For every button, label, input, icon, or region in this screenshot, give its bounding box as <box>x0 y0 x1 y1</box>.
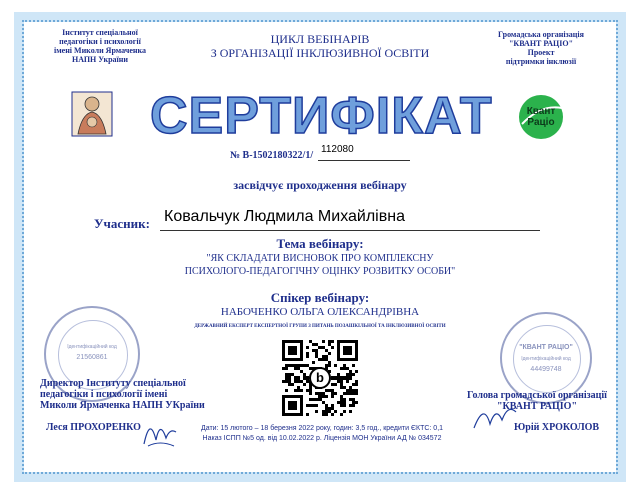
right-seal-code-label: Ідентифікаційний код <box>521 356 571 362</box>
webinar-series-header <box>190 32 450 60</box>
left-org-line1: Інститут спеціальної <box>62 28 138 37</box>
institute-logo <box>70 90 114 138</box>
right-signer-line2: "КВАНТ РАЦІО" <box>496 401 578 412</box>
confirms-text: засвідчує проходження вебінару <box>233 178 407 192</box>
left-signer-line2: педагогіки і психології імені <box>40 389 168 400</box>
participant-label: Учасник: <box>94 216 150 231</box>
left-org <box>44 28 156 64</box>
left-signer-title <box>40 378 250 411</box>
certificate-number-prefix: № В-1502180322/1/ <box>230 150 314 161</box>
right-org-line3: Проект <box>527 48 555 57</box>
left-signer-line3: Миколи Ярмаченка НАПН УКраїни <box>40 400 205 411</box>
left-seal-code: 21560861 <box>76 354 108 361</box>
footer-line1: Дати: 15 лютого – 18 березня 2022 року, годин: 3,5 год., кредити ЄКТС: 0,1 <box>200 425 444 432</box>
certificate-number-value: 112080 <box>321 144 354 155</box>
footer-line2: Наказ ІСПП №5 од. від 10.02.2022 р. Ліцензія МОН України АД № 034572 <box>202 435 442 442</box>
left-org-line3: імені Миколи Ярмаченка <box>53 46 147 55</box>
left-seal-code-label: Ідентифікаційний код <box>67 344 117 350</box>
topic-line2: ПСИХОЛОГО-ПЕДАГОГІЧНУ ОЦІНКУ РОЗВИТКУ ОСОБИ" <box>184 266 456 277</box>
logo-text-1: Квант <box>526 106 556 117</box>
right-org-line2: "КВАНТ РАЦІО" <box>508 39 574 48</box>
qr-code[interactable] <box>282 340 358 416</box>
participant-name: Ковальчук Людмила Михайлівна <box>164 208 405 225</box>
right-signer-line1: Голова громадської організації <box>467 390 607 401</box>
left-signer-line1: Директор Інституту спеціальної <box>40 378 186 389</box>
speaker-label: Спікер вебінару: <box>270 290 370 305</box>
participant-underline <box>160 230 540 231</box>
topic-text <box>150 252 490 278</box>
left-org-line4: НАПН України <box>72 55 128 64</box>
right-org-line4: підтримки інклюзії <box>505 57 577 66</box>
header-line2: З ОРГАНІЗАЦІЇ ІНКЛЮЗИВНОЇ ОСВІТИ <box>210 46 430 60</box>
left-signer-name: Леся ПРОХОРЕНКО <box>46 422 141 433</box>
right-signature <box>470 398 518 434</box>
topic-label: Тема вебінару: <box>276 236 364 251</box>
number-underline <box>318 160 410 161</box>
certificate-title: СЕРТИФІКАТ <box>150 87 493 145</box>
right-seal-name: "КВАНТ РАЦІО" <box>519 344 573 351</box>
speaker-name: НАБОЧЕНКО ОЛЬГА ОЛЕКСАНДРІВНА <box>220 306 420 318</box>
qr-center-logo-icon: b <box>309 367 331 389</box>
right-signer-name: Юрій ХРОКОЛОВ <box>514 422 600 433</box>
topic-line1: "ЯК СКЛАДАТИ ВИСНОВОК ПРО КОМПЛЕКСНУ <box>206 253 434 264</box>
right-org <box>486 30 596 66</box>
kvant-ratsio-logo <box>518 94 564 140</box>
header-line1: ЦИКЛ ВЕБІНАРІВ <box>270 32 370 46</box>
logo-text-2: Рацiо <box>527 117 555 128</box>
footer <box>172 424 472 444</box>
speaker-role: ДЕРЖАВНИЙ ЕКСПЕРТ ЕКСПЕРТНОЇ ГРУПИ З ПИТАНЬ ПОЗАШКІЛЬНОЇ ТА ІНКЛЮЗИВНОЇ ОСВІТИ <box>194 324 446 329</box>
right-seal-code: 44499748 <box>530 366 562 373</box>
right-org-line1: Громадська організація <box>498 30 584 39</box>
left-org-line2: педагогіки і психології <box>59 37 141 46</box>
